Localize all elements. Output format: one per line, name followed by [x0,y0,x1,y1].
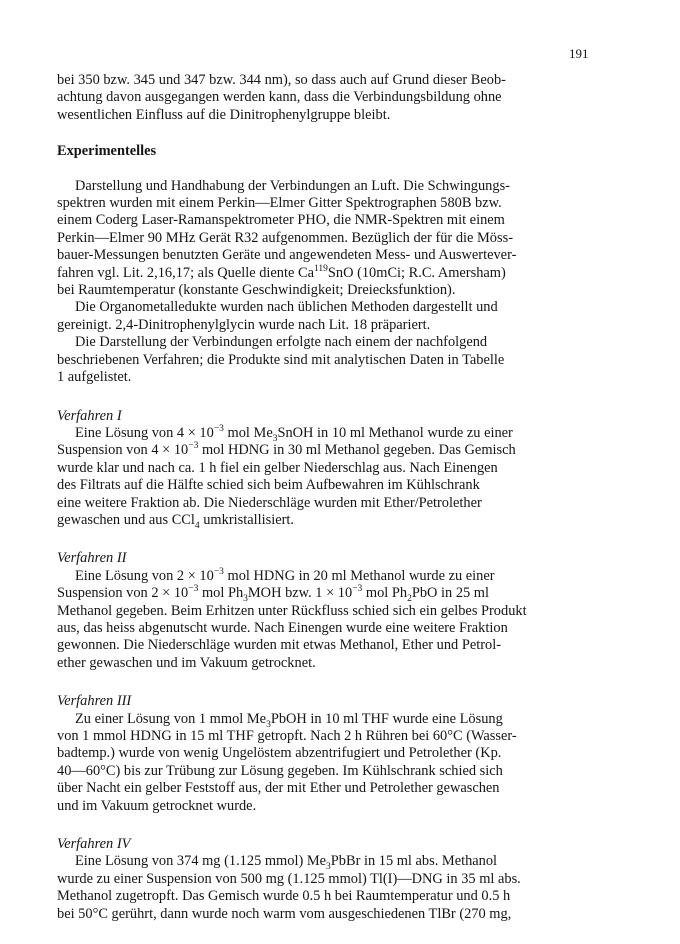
procedure-1 [57,408,609,530]
page-body [57,72,609,944]
text-run: Eine Lösung von 374 mg (1.125 mmol) Me [75,853,327,870]
procedure-title: Verfahren I [57,407,122,424]
subscript: 3 [243,594,248,605]
text-line: eine weitere Fraktion ab. Die Niederschläge wurden mit Ether/Petrolether [57,494,482,511]
text-line: Darstellung und Handhabung der Verbindungen an Luft. Die Schwingungs- [75,177,510,194]
text-run: Eine Lösung von 2 × 10 [75,567,214,584]
text-run: PbO in 25 ml [411,585,490,602]
text-line: von 1 mmol HDNG in 15 ml THF getropft. Nach 2 h Rühren bei 60°C (Wasser- [57,728,517,744]
text-line: aus, das heiss abgenutscht wurde. Nach Einengen wurde eine weitere Fraktion [57,619,508,636]
text-line: und im Vakuum getrocknet wurde. [57,797,257,814]
procedure-title: Verfahren II [57,550,127,567]
subscript: 3 [272,433,278,444]
text-run: Eine Lösung von 4 × 10 [75,424,214,441]
text-line: bei 350 bzw. 345 und 347 bzw. 344 nm), so dass auch auf Grund dieser Beob- [57,72,506,88]
text-line: Die Organometalledukte wurden nach üblichen Methoden dargestellt und [75,299,498,316]
text-line: Methanol gegeben. Beim Erhitzen unter Rückfluss schied sich ein gelbes Produkt [57,602,527,619]
text-run: mol HDNG in 20 ml Methanol wurde zu einer [223,567,495,584]
text-run: umkristallisiert. [199,511,294,528]
subscript: 3 [326,862,331,873]
text-line: Die Darstellung der Verbindungen erfolgte nach einem der nachfolgend [75,334,488,351]
text-line: gewonnen. Die Niederschläge wurden mit etwas Methanol, Ether und Petrol- [57,637,501,654]
text-run: fahren vgl. Lit. 2,16,17; als Quelle diente Ca [57,264,314,281]
intro-paragraph [57,72,609,124]
text-line: beschriebenen Verfahren; die Produkte sind mit analytischen Daten in Tabelle [57,351,505,368]
text-line: 40—60°C) bis zur Trübung zur Lösung gegeben. Im Kühlschrank schied sich [57,762,503,779]
subscript: 2 [407,594,412,605]
text-run: MOH bzw. 1 × 10 [247,585,353,602]
text-run: Suspension von 4 × 10 [57,442,189,459]
text-run: mol Me [223,424,273,441]
text-line [57,711,609,728]
subscript: 3 [266,719,271,730]
superscript: −3 [213,424,224,435]
procedure-4 [57,836,609,923]
text-run: mol Ph [362,585,408,602]
text-line [57,265,609,282]
text-line: einem Coderg Laser-Ramanspektrometer PHO, die NMR-Spektren mit einem [57,212,505,229]
text-line [57,512,609,529]
text-line: Methanol zugetropft. Das Gemisch wurde 0.5 h bei Raumtemperatur und 0.5 h [57,888,511,905]
text-line: des Filtrats auf die Hälfte schied sich beim Aufbewahren im Kühlschrank [57,477,480,494]
superscript: −3 [213,566,224,577]
text-line: bauer-Messungen benutzten Geräte und angewendeten Mess- und Auswertever- [57,247,517,264]
text-line [57,425,609,442]
procedure-2 [57,550,609,672]
text-run: Zu einer Lösung von 1 mmol Me [75,710,267,727]
text-line: über Nacht ein gelber Feststoff aus, der mit Ether und Petrolether gewaschen [57,780,500,797]
subscript: 4 [194,520,200,531]
text-line [57,853,609,873]
text-line: bei 50°C gerührt, dann wurde noch warm vom ausgeschiedenen TlBr (270 mg, [57,905,512,922]
text-line: wurde zu einer Suspension von 500 mg (1.125 mmol) Tl(I)—DNG in 35 ml abs. [57,870,521,887]
text-line: spektren wurden mit einem Perkin—Elmer Gitter Spektrographen 580B bzw. [57,195,502,212]
superscript: −3 [188,441,199,452]
text-line: badtemp.) wurde von wenig Ungelöstem abzentrifugiert und Petrolether (Kp. [57,745,502,762]
text-run: PbOH in 10 ml THF wurde eine Lösung [270,710,503,727]
text-line: ether gewaschen und im Vakuum getrocknet. [57,654,316,671]
experimental-section [57,178,609,387]
superscript: 119 [313,263,328,274]
text-line: bei Raumtemperatur (konstante Geschwindigkeit; Dreiecksfunktion). [57,282,456,299]
text-line: achtung davon ausgegangen werden kann, dass die Verbindungsbildung ohne [57,89,502,106]
text-run: mol HDNG in 30 ml Methanol gegeben. Das Gemisch [198,442,516,459]
text-run: SnO (10mCi; R.C. Amersham) [327,264,506,281]
text-line: gereinigt. 2,4-Dinitrophenylglycin wurde nach Lit. 18 präpariert. [57,316,431,333]
text-line: 1 aufgelistet. [57,369,132,386]
text-run: SnOH in 10 ml Methanol wurde zu einer [277,424,513,441]
text-run: gewaschen und aus CCl [57,511,195,528]
page-number: 191 [569,46,589,61]
text-line: Perkin—Elmer 90 MHz Gerät R32 aufgenommen. Bezüglich der für die Möss- [57,229,513,246]
text-line [57,568,609,585]
section-heading: Experimentelles [57,143,157,160]
superscript: −3 [352,584,363,595]
text-line: wurde klar und nach ca. 1 h fiel ein gelber Niederschlag aus. Nach Einengen [57,459,498,476]
text-line [57,442,609,459]
text-run: mol Ph [198,585,244,602]
superscript: −3 [188,584,199,595]
procedure-3 [57,693,609,815]
procedure-title: Verfahren III [57,693,132,710]
text-run: PbBr in 15 ml abs. Methanol [330,853,498,870]
text-run: Suspension von 2 × 10 [57,585,189,602]
procedure-title: Verfahren IV [57,836,131,853]
text-line: wesentlichen Einfluss auf die Dinitrophenylgruppe bleibt. [57,106,391,123]
text-line [57,584,609,605]
